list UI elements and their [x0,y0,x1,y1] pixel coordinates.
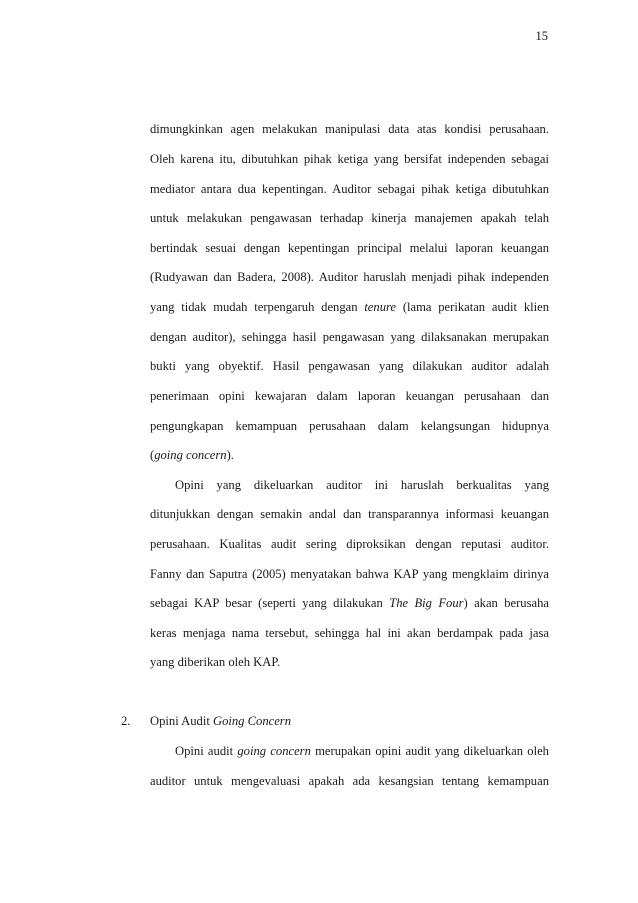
paragraph-2-line-2: ditunjukkan dengan semakin andal dan transparannya informasi keuangan [150,507,549,521]
paragraph-1-line-1: dimungkinkan agen melakukan manipulasi data atas kondisi perusahaan. [150,122,549,136]
italic-term-going-concern: going concern [237,744,311,758]
paragraph-1-line-7 [150,299,549,315]
text-run: yang tidak mudah terpengaruh dengan [150,300,358,314]
page-number: 15 [535,29,548,43]
italic-term-big-four: The Big Four [389,596,464,610]
text-run: ( [150,448,155,462]
paragraph-2-line-5 [150,595,549,611]
text-run: Opini audit [175,744,234,758]
text-run: ). [226,448,234,462]
section-title-italic: Going Concern [212,714,291,728]
section-title [150,713,291,729]
paragraph-2-line-1: Opini yang dikeluarkan auditor ini haruslah berkualitas yang [175,478,549,492]
paragraph-1-line-11: pengungkapan kemampuan perusahaan dalam kelangsungan hidupnya [150,419,549,433]
italic-term-tenure: tenure [364,300,397,314]
paragraph-1-line-4: untuk melakukan pengawasan terhadap kinerja manajemen apakah telah [150,211,549,225]
italic-term-going-concern: going concern [154,448,227,462]
paragraph-1-line-2: Oleh karena itu, dibutuhkan pihak ketiga yang bersifat independen sebagai [150,152,549,166]
text-run: sebagai KAP besar (seperti yang dilakukan [150,596,383,610]
text-run: ) akan berusaha [463,596,549,610]
section-title-text: Opini Audit [150,714,210,728]
paragraph-2-line-4: Fanny dan Saputra (2005) menyatakan bahwa KAP yang mengklaim dirinya [150,567,549,581]
paragraph-1-line-6: (Rudyawan dan Badera, 2008). Auditor haruslah menjadi pihak independen [150,270,549,284]
paragraph-1-line-9: bukti yang obyektif. Hasil pengawasan yang dilakukan auditor adalah [150,359,549,373]
text-run [389,596,549,610]
paragraph-1-line-8: dengan auditor), sehingga hasil pengawasan yang dilaksanakan merupakan [150,330,549,344]
paragraph-1-line-5: bertindak sesuai dengan kepentingan principal melalui laporan keuangan [150,241,549,255]
paragraph-1-line-12 [150,447,549,463]
paragraph-3-line-1 [175,743,549,759]
paragraph-1-line-10: penerimaan opini kewajaran dalam laporan keuangan perusahaan dan [150,389,549,403]
text-run: (lama perikatan audit klien [402,300,550,314]
text-run: merupakan opini audit yang dikeluarkan oleh [315,744,549,758]
paragraph-1-line-3: mediator antara dua kepentingan. Auditor sebagai pihak ketiga dibutuhkan [150,182,549,196]
paragraph-2-line-7: yang diberikan oleh KAP. [150,655,281,669]
paragraph-3-line-2: auditor untuk mengevaluasi apakah ada kesangsian tentang kemampuan [150,774,549,788]
paragraph-2-line-6: keras menjaga nama tersebut, sehingga hal ini akan berdampak pada jasa [150,626,549,640]
section-number: 2. [121,714,131,728]
paragraph-2-line-3: perusahaan. Kualitas audit sering diproksikan dengan reputasi auditor. [150,537,549,551]
